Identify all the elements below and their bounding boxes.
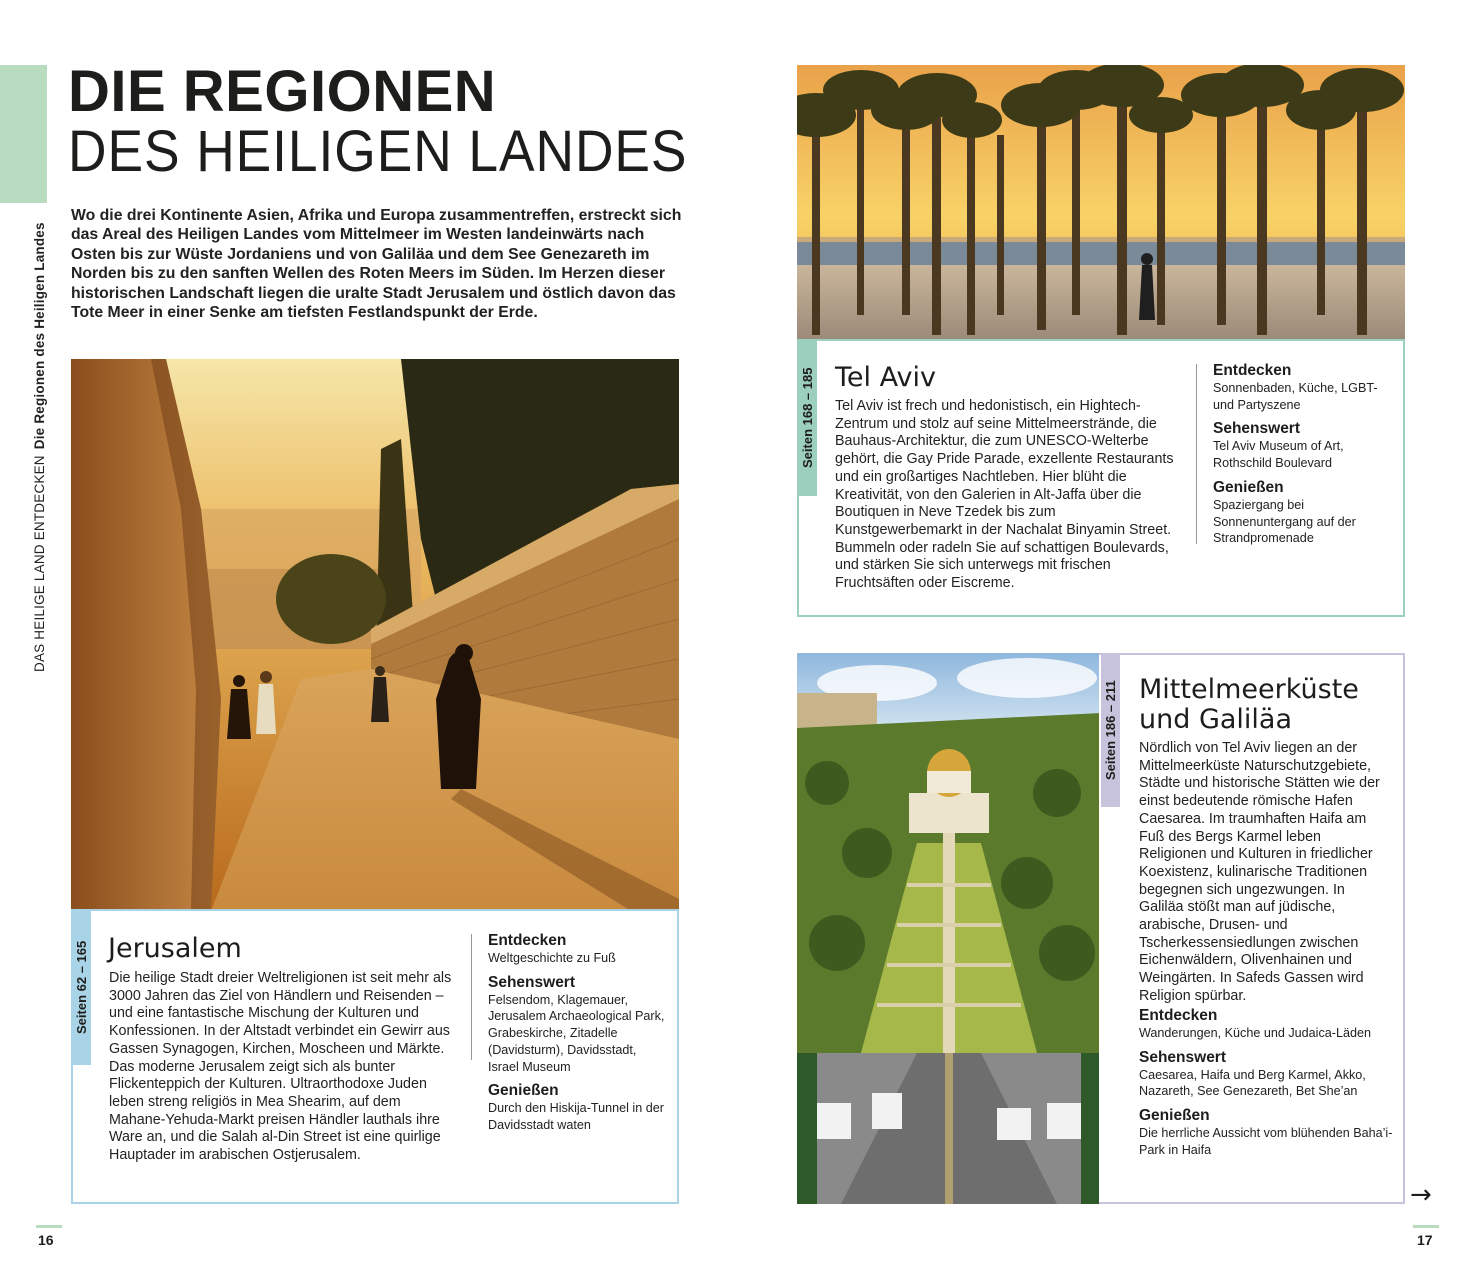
tel-aviv-entdecken-heading: Entdecken [1213,362,1292,379]
page-title-line1: DIE REGIONEN [68,59,497,124]
next-page-arrow-icon[interactable]: → [1410,1180,1432,1210]
tel-aviv-title: Tel Aviv [835,362,936,393]
jerusalem-sehenswert-text: Felsendom, Klagemauer, Jerusalem Archaeological Park, Grabeskirche, Zitadelle (Davidsturm), Davidsstadt, Israel Museum [488,992,665,1074]
galilaea-entdecken-heading: Entdecken [1139,1007,1218,1024]
tel-aviv-page-tab[interactable]: Seiten 168 – 185 [798,340,817,496]
jerusalem-sehenswert-heading: Sehenswert [488,973,576,991]
jerusalem-geniessen-heading: Genießen [488,1082,559,1100]
jerusalem-entdecken-heading: Entdecken [488,932,567,949]
tel-aviv-divider [1196,364,1197,544]
running-head-chapter: Die Regionen des Heiligen Landes [32,222,47,450]
galilaea-text: Nördlich von Tel Aviv liegen an der Mittelmeerküste Naturschutzgebiete, Städte und historische Stätten wie der einst bedeutende römische Hafen Caesarea. Im traumhaften Haifa am Fuß des Bergs Karmel leben Religionen und Kulturen in friedlicher Koexistenz, kulinarische Traditionen begegnen sich ungezwungen. In Galiläa stößt man auf jüdische, arabische, Drusen- und Tscherkessensiedlungen zwischen Eichenwäldern, Olivenhainen und Weingärten. In Safeds Gassen wird Religion spürbar. [1139,740,1380,1004]
tel-aviv-geniessen-text: Spaziergang bei Sonnenuntergang auf der Strandpromenade [1213,497,1356,546]
jerusalem-page-tab[interactable]: Seiten 62 – 165 [72,910,91,1065]
tel-aviv-photo [797,65,1405,341]
page-number-rule-right [1413,1225,1439,1228]
tel-aviv-text: Tel Aviv ist frech und hedonistisch, ein Hightech-Zentrum und stolz auf seine Mittelmeerstrände, die Bauhaus-Architektur, die zum UNESCO-Welterbe gehört, die Gay Pride Parade, exzellente Restaurants und ein großartiges Nachtleben. Hier blüht die Kreativität, von den Galerien in Alt-Jaffa über die Boutiquen in Neve Tzedek bis zum Kunstgewerbemarkt in der Nachalat Binyamin Street. Bummeln oder radeln Sie auf schattigen Boulevards, und stärken Sie sich unterwegs mit frischen Fruchtsäften oder Eiscreme. [835,398,1174,592]
page-number-rule-left [36,1225,62,1228]
running-head [32,222,47,672]
jerusalem-photo [71,359,679,911]
galilaea-title-line1: Mittelmeerküste [1139,674,1359,705]
galilaea-title [1139,675,1359,735]
jerusalem-title: Jerusalem [108,933,242,964]
galilaea-geniessen-text: Die herrliche Aussicht vom blühenden Baha’i-Park in Haifa [1139,1126,1393,1157]
jerusalem-text: Die heilige Stadt dreier Weltreligionen ist seit mehr als 3000 Jahren das Ziel von Händlern und Reisenden – und eine fantastische Mischung der Kulturen und Konfessionen. In der Altstadt verbindet ein Gewirr aus Gassen Synagogen, Kirchen, Moscheen und Märkte. Das moderne Jerusalem zeigt sich als bunter Flickenteppich der Kulturen. Ultraorthodoxe Juden leben streng religiös in Mea Shearim, auf dem Mahane-Yehuda-Markt preisen Händler lauthals ihre Ware an, und die Salah al-Din Street ist eine quirlige Hauptader im arabischen Ostjerusalem. [109,970,452,1164]
tel-aviv-highlights [1213,361,1378,553]
section-tab [0,65,47,203]
page-title-line2: DES HEILIGEN LANDES [68,119,688,184]
galilaea-sehenswert-text: Caesarea, Haifa und Berg Karmel, Akko, Nazareth, See Genezareth, Bet She’an [1139,1067,1366,1099]
tel-aviv-entdecken-text: Sonnenbaden, Küche, LGBT- und Partyszene [1213,381,1378,412]
galilaea-page-tab[interactable]: Seiten 186 – 211 [1101,654,1120,807]
jerusalem-highlights [488,931,670,1140]
jerusalem-divider [471,934,472,1060]
running-head-section: DAS HEILIGE LAND ENTDECKEN [32,455,47,672]
jerusalem-entdecken-text: Weltgeschichte zu Fuß [488,951,616,965]
tel-aviv-geniessen-heading: Genießen [1213,478,1284,496]
galilaea-title-line2: und Galiläa [1139,704,1293,735]
intro-text: Wo die drei Kontinente Asien, Afrika und Europa zusammentreffen, erstreckt sich das Areal des Heiligen Landes vom Mittelmeer im Westen landeinwärts nach Osten bis zur Wüste Jordaniens und von Galiläa und dem See Genezareth im Norden bis zu den sanften Wellen des Roten Meers im Süden. Im Herzen dieser historischen Landschaft liegen die uralte Stadt Jerusalem und östlich davon das Tote Meer in einer Senke am tiefsten Festlandspunkt der Erde. [71,207,682,322]
galilaea-highlights [1139,1006,1394,1165]
page-number-left: 16 [38,1232,54,1248]
galilaea-geniessen-heading: Genießen [1139,1107,1210,1125]
jerusalem-geniessen-text: Durch den Hiskija-Tunnel in der Davidsstadt waten [488,1101,664,1132]
galilaea-entdecken-text: Wanderungen, Küche und Judaica-Läden [1139,1026,1371,1040]
tel-aviv-sehenswert-text: Tel Aviv Museum of Art, Rothschild Boulevard [1213,439,1344,471]
galilaea-sehenswert-heading: Sehenswert [1139,1048,1227,1066]
haifa-photo [797,653,1101,1204]
tel-aviv-sehenswert-heading: Sehenswert [1213,420,1301,438]
page-number-right: 17 [1417,1232,1433,1248]
